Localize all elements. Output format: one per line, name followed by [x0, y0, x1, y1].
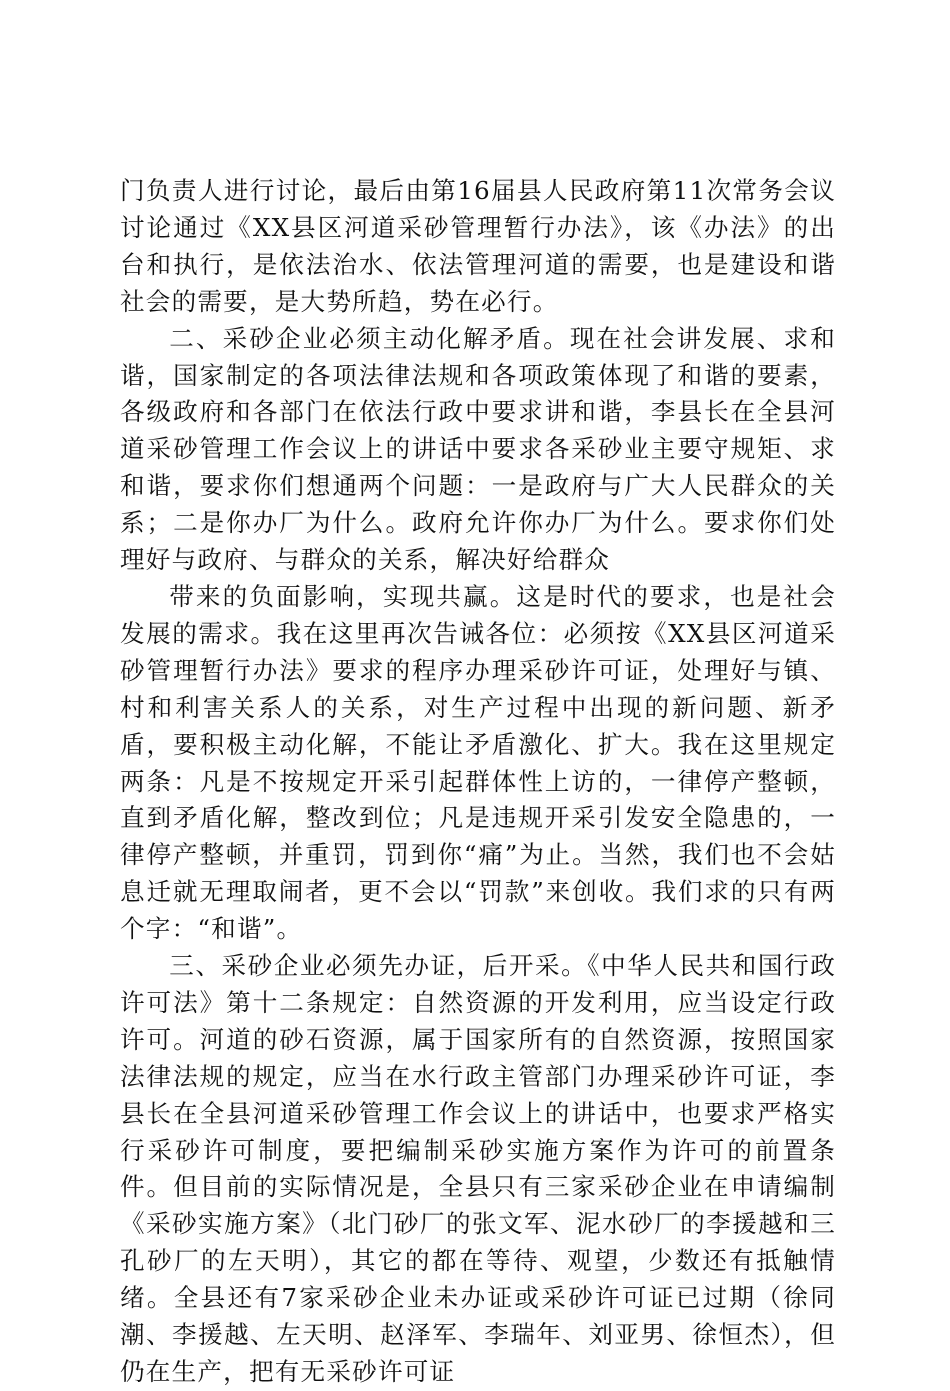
paragraph-section-two: 二、采砂企业必须主动化解矛盾。现在社会讲发展、求和谐，国家制定的各项法律法规和各项政策体现了和谐的要素，各级政府和各部门在依法行政中要求讲和谐，李县长在全县河道采砂管理工作会议上的讲话中要求各采砂业主要守规矩、求和谐，要求你们想通两个问题：一是政府与广大人民群众的关系；二是你办厂为什么。政府允许你办厂为什么。要求你们处理好与政府、与群众的关系，解决好给群众 [120, 323, 836, 575]
paragraph-section-two-continued: 带来的负面影响，实现共赢。这是时代的要求，也是社会发展的需求。我在这里再次告诫各位：必须按《XX县区河道采砂管理暂行办法》要求的程序办理采砂许可证，处理好与镇、村和利害关系人的关系，对生产过程中出现的新问题、新矛盾，要积极主动化解，不能让矛盾激化、扩大。我在这里规定两条：凡是不按规定开采引起群体性上访的，一律停产整顿，直到矛盾化解，整改到位；凡是违规开采引发安全隐患的，一律停产整顿，并重罚，罚到你“痛”为止。当然，我们也不会姑息迁就无理取闹者，更不会以“罚款”来创收。我们求的只有两个字：“和谐”。 [120, 581, 836, 944]
document-body [120, 173, 836, 1391]
paragraph-section-three: 三、采砂企业必须先办证，后开采。《中华人民共和国行政许可法》第十二条规定：自然资源的开发利用，应当设定行政许可。河道的砂石资源，属于国家所有的自然资源，按照国家法律法规的规定，应当在水行政主管部门办理采砂许可证，李县长在全县河道采砂管理工作会议上的讲话中，也要求严格实行采砂许可制度，要把编制采砂实施方案作为许可的前置条件。但目前的实际情况是，全县只有三家采砂企业在申请编制《采砂实施方案》（北门砂厂的张文军、泥水砂厂的李援越和三孔砂厂的左天明），其它的都在等待、观望，少数还有抵触情绪。全县还有7家采砂企业未办证或采砂许可证已过期（徐同潮、李援越、左天明、赵泽军、李瑞年、刘亚男、徐恒杰），但仍在生产，把有无采砂许可证 [120, 951, 836, 1386]
paragraph-continuation: 门负责人进行讨论，最后由第16届县人民政府第11次常务会议讨论通过《XX县区河道采砂管理暂行办法》，该《办法》的出台和执行，是依法治水、依法管理河道的需要，也是建设和谐社会的需要，是大势所趋，势在必行。 [120, 176, 836, 316]
